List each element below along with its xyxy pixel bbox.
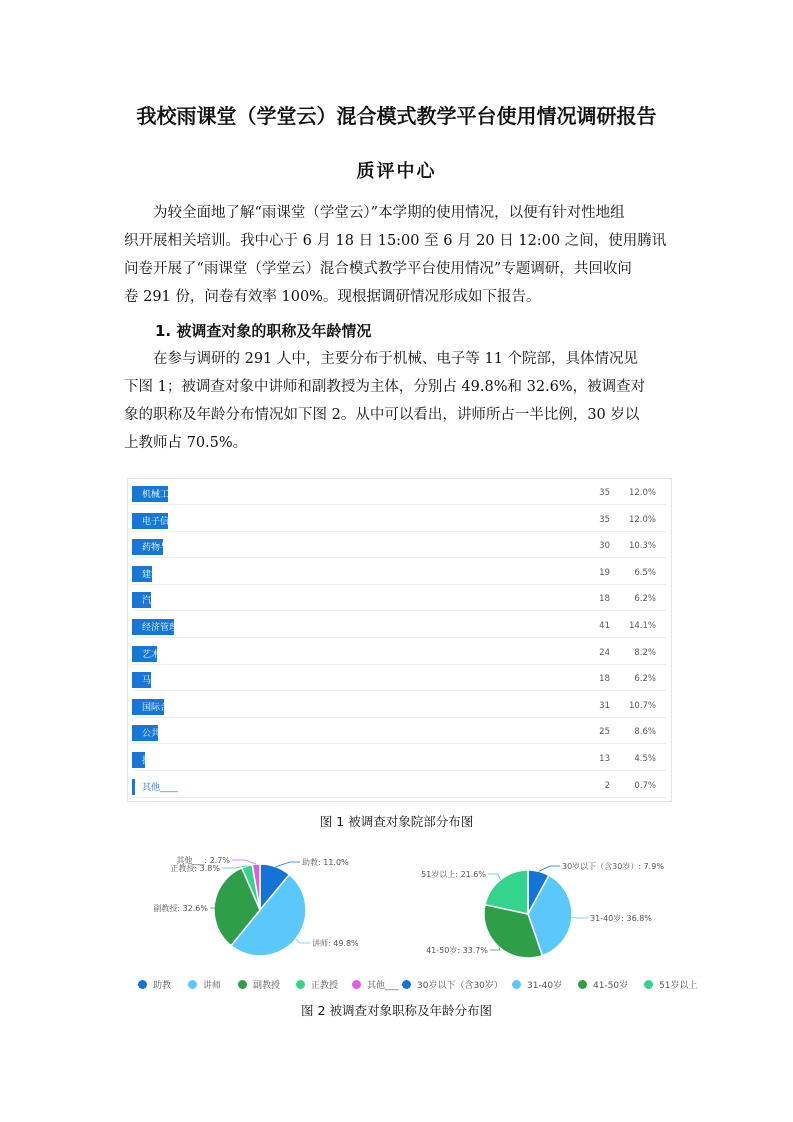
bar-percent: 6.2% <box>634 674 656 685</box>
bar-percent: 8.6% <box>634 727 656 738</box>
bar-percent: 0.7% <box>634 780 656 791</box>
bar-count: 30 <box>599 541 610 552</box>
bar-label: 马克思主义学院 <box>142 676 206 687</box>
bar-label: 药物与环境工程学院 <box>142 543 224 554</box>
bar-label: 经济管理学院 <box>142 623 197 633</box>
bar-percent: 12.0% <box>628 514 656 525</box>
legend-label: 41-50岁 <box>593 981 629 991</box>
legend-label: 正教授 <box>311 981 339 991</box>
bar-row <box>132 670 666 691</box>
legend-dot-icon <box>578 980 587 989</box>
bar-row <box>132 590 666 611</box>
legend-item <box>644 978 697 991</box>
pie-leader-line <box>276 862 300 867</box>
bar-row <box>132 777 666 798</box>
bar-row <box>132 644 666 665</box>
section1-line: 在参与调研的 291 人中，主要分布于机械、电子等 11 个院部，具体情况见 <box>153 351 639 367</box>
pie-label: 41-50岁: 33.7% <box>426 946 488 955</box>
section-heading: 1. 被调查对象的职称及年龄情况 <box>155 322 372 340</box>
bar-row <box>132 723 666 744</box>
figure2-caption: 图 2 被调查对象职称及年龄分布图 <box>301 1003 492 1018</box>
legend-dot-icon <box>512 980 521 989</box>
figure1-caption: 图 1 被调查对象院部分布图 <box>319 814 474 829</box>
bar-percent: 6.5% <box>634 567 656 578</box>
bar-percent: 8.2% <box>634 647 656 658</box>
intro-line: 问卷开展了“雨课堂（学堂云）混合模式教学平台使用情况”专题调研，共回收问 <box>124 261 632 277</box>
bar-label: 技师学院 <box>142 756 179 766</box>
legend-item <box>352 978 399 991</box>
pie-label: 副教授: 32.6% <box>153 904 208 913</box>
bar-label: 国际合作教育学院 <box>142 702 215 713</box>
bar-count: 35 <box>599 514 610 525</box>
page-title: 我校雨课堂（学堂云）混合模式教学平台使用情况调研报告 <box>136 104 657 128</box>
pie-leader-line <box>488 874 500 880</box>
legend-dot-icon <box>296 980 305 989</box>
bar-count: 18 <box>599 674 610 685</box>
bar-percent: 12.0% <box>628 488 656 498</box>
intro-line: 卷 291 份，问卷有效率 100%。现根据调研情况形成如下报告。 <box>124 289 541 305</box>
legend-label: 31-40岁 <box>527 981 563 991</box>
legend-item <box>512 978 562 991</box>
section1-paragraph <box>124 345 672 457</box>
legend-item <box>402 978 503 991</box>
bar-label: 机械工程学院 <box>142 490 197 500</box>
pie-charts <box>0 838 793 968</box>
pie-label: 31-40岁: 36.8% <box>590 914 652 923</box>
bar-count: 31 <box>599 700 610 711</box>
pie-label: 30岁以下（含30岁）: 7.9% <box>562 862 664 871</box>
section1-line: 象的职称及年龄分布情况如下图 2。从中可以看出，讲师所占一半比例，30 岁以 <box>124 407 640 423</box>
pie-label: 助教: 11.0% <box>302 858 349 867</box>
chart-legend <box>130 978 698 994</box>
bar-percent: 10.7% <box>628 700 656 711</box>
legend-dot-icon <box>402 980 411 989</box>
bar-row <box>132 564 666 585</box>
pie-label: 其他___: 2.7% <box>176 856 230 865</box>
bar-row <box>132 484 666 505</box>
bar-count: 13 <box>599 754 610 764</box>
department-bar-chart <box>127 478 672 802</box>
intro-line: 为较全面地了解“雨课堂（学堂云）”本学期的使用情况，以便有针对性地组 <box>153 205 625 221</box>
legend-dot-icon <box>352 980 361 989</box>
bar-count: 24 <box>599 647 610 658</box>
pie-label: 51岁以上: 21.6% <box>421 870 486 879</box>
page-subtitle: 质评中心 <box>356 161 437 182</box>
section1-line: 上教师占 70.5%。 <box>124 435 248 451</box>
legend-label: 讲师 <box>203 981 222 991</box>
legend-label: 副教授 <box>253 981 281 991</box>
legend-dot-icon <box>188 980 197 989</box>
legend-dot-icon <box>238 980 247 989</box>
legend-dot-icon <box>644 980 653 989</box>
bar-percent: 14.1% <box>628 621 656 631</box>
bar-row <box>132 537 666 558</box>
bar-percent: 6.2% <box>634 594 656 605</box>
pie-leader-line <box>232 860 256 864</box>
legend-item <box>188 978 221 991</box>
bar-count: 18 <box>599 594 610 605</box>
legend-label: 其他___ <box>367 981 399 991</box>
bar-label: 公共教学部 <box>142 729 188 740</box>
bar-count: 19 <box>599 567 610 578</box>
bar-count: 25 <box>599 727 610 738</box>
bar-label: 汽车与交通工程学院 <box>142 596 224 607</box>
bar-label: 其他____ <box>142 782 179 793</box>
legend-item <box>578 978 628 991</box>
bar-row <box>132 697 666 718</box>
legend-label: 助教 <box>153 981 172 991</box>
bar <box>132 779 135 795</box>
pie-label: 正教授: 3.8% <box>170 864 220 873</box>
legend-item <box>296 978 338 991</box>
bar-percent: 4.5% <box>634 754 656 764</box>
section1-line: 下图 1；被调查对象中讲师和副教授为主体，分别占 49.8%和 32.6%，被调查对 <box>124 379 646 395</box>
bar-percent: 10.3% <box>628 541 656 552</box>
bar-count: 35 <box>599 488 610 498</box>
intro-paragraph <box>124 199 672 311</box>
bar-row <box>132 750 666 771</box>
bar-count: 2 <box>604 780 610 791</box>
bar-label: 建筑工程学院 <box>142 569 197 580</box>
pie-label: 讲师: 49.8% <box>312 939 359 948</box>
legend-label: 30岁以下（含30岁） <box>417 981 503 991</box>
legend-label: 51岁以上 <box>659 981 698 991</box>
bar-label: 艺术设计学院 <box>142 649 197 660</box>
bar-row <box>132 511 666 532</box>
bar-label: 电子信息工程学院 <box>142 516 215 527</box>
pie-leader-line <box>539 866 560 871</box>
pie-leader-line <box>296 939 310 943</box>
legend-dot-icon <box>138 980 147 989</box>
bar-row <box>132 617 666 638</box>
bar-count: 41 <box>599 621 610 631</box>
legend-item <box>138 978 171 991</box>
intro-line: 织开展相关培训。我中心于 6 月 18 日 15:00 至 6 月 20 日 12:00 之间，使用腾讯 <box>124 233 667 249</box>
legend-item <box>238 978 280 991</box>
